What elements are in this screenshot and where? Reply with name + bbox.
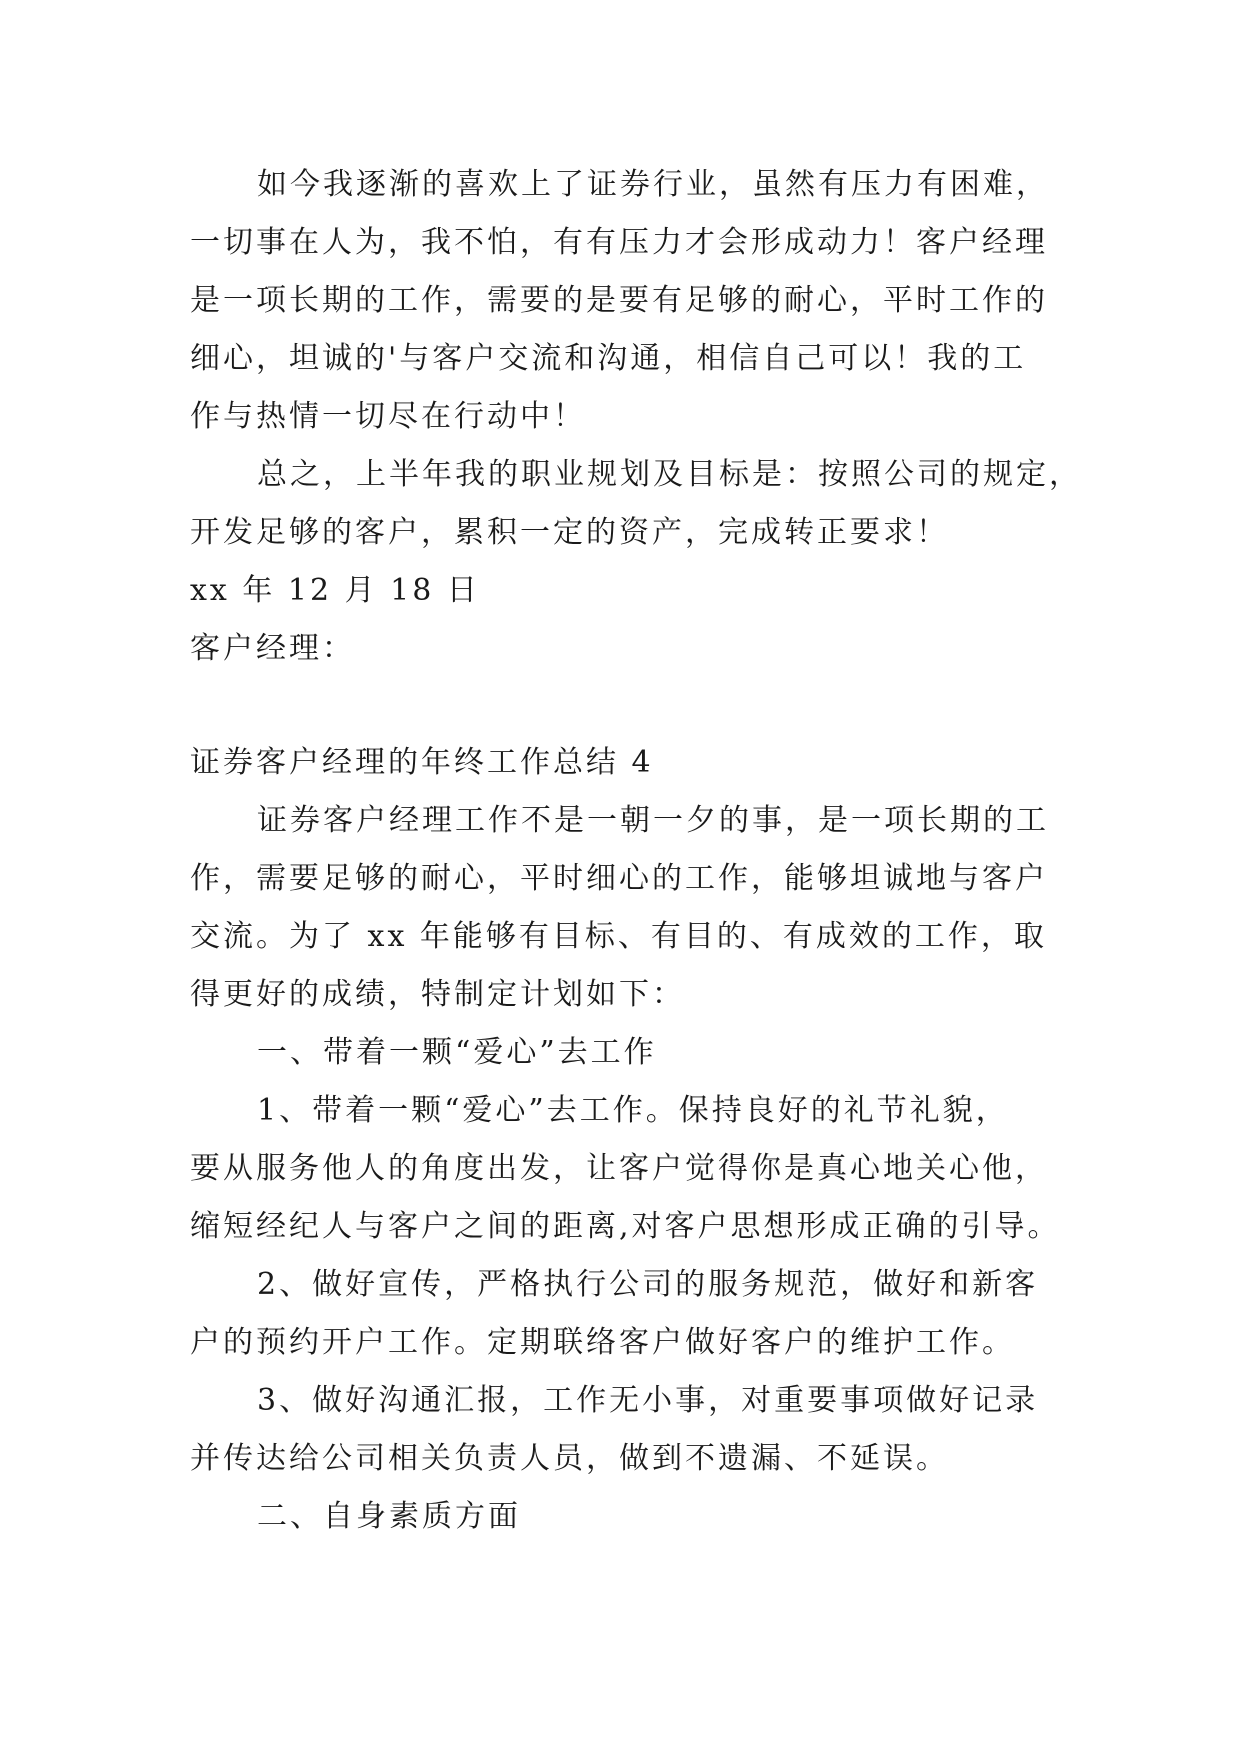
subheading: 一、带着一颗“爱心”去工作 [257,1035,657,1070]
paragraph-line: 得更好的成绩，特制定计划如下： [190,977,685,1012]
paragraph-line: 户的预约开户工作。定期联络客户做好客户的维护工作。 [190,1325,1015,1360]
paragraph-line: 细心，坦诚的'与客户交流和沟通，相信自己可以！我的工 [190,341,1027,376]
paragraph-line: 作与热情一切尽在行动中！ [190,399,586,434]
paragraph-line: 要从服务他人的角度出发，让客户觉得你是真心地关心他， [190,1151,1048,1186]
paragraph-line: 并传达给公司相关负责人员，做到不遗漏、不延误。 [190,1441,949,1476]
paragraph-line: 如今我逐渐的喜欢上了证券行业，虽然有压力有困难， [257,167,1049,202]
subheading: 二、自身素质方面 [257,1499,521,1534]
paragraph-line: 是一项长期的工作，需要的是要有足够的耐心，平时工作的 [190,283,1048,318]
paragraph-line: 缩短经纪人与客户之间的距离,对客户思想形成正确的引导。 [190,1209,1061,1244]
paragraph-line: 总之，上半年我的职业规划及目标是：按照公司的规定， [257,457,1082,492]
paragraph-line: 1、带着一颗“爱心”去工作。保持良好的礼节礼貌， [257,1093,1009,1128]
date-line: xx 年 12 月 18 日 [190,573,480,608]
paragraph-line: 作，需要足够的耐心，平时细心的工作，能够坦诚地与客户 [190,861,1048,896]
paragraph-line: 一切事在人为，我不怕，有有压力才会形成动力！客户经理 [190,225,1048,260]
paragraph-line: 证券客户经理工作不是一朝一夕的事，是一项长期的工 [257,803,1049,838]
paragraph-line: 交流。为了 xx 年能够有目标、有目的、有成效的工作，取 [190,919,1047,954]
paragraph-line: 3、做好沟通汇报，工作无小事，对重要事项做好记录 [257,1383,1039,1418]
paragraph-line: 开发足够的客户，累积一定的资产，完成转正要求！ [190,515,949,550]
signature-line: 客户经理： [190,631,355,666]
section-title: 证券客户经理的年终工作总结 4 [190,745,654,780]
paragraph-line: 2、做好宣传，严格执行公司的服务规范，做好和新客 [257,1267,1039,1302]
